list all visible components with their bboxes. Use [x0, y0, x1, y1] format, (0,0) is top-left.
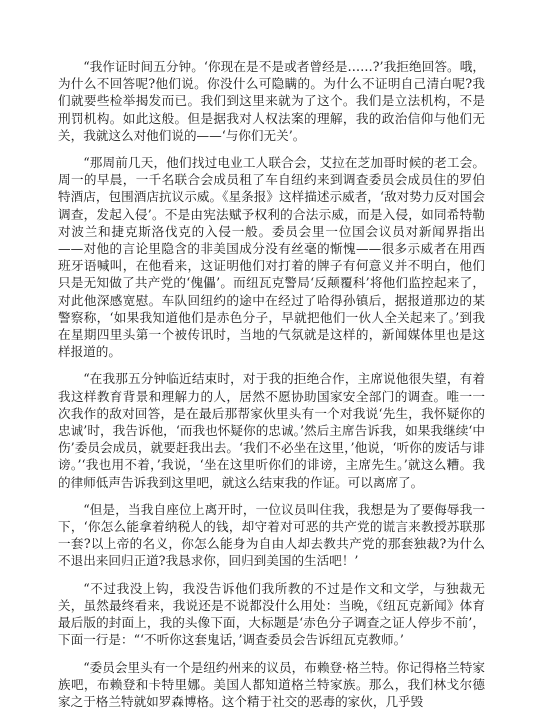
paragraph: “但是，当我自座位上离开时，一位议员叫住我，我想是为了要侮辱我一下，‘你怎么能拿着纳税人的钱，却守着对可恶的共产党的谎言来教授苏联那一套?以上帝的名义，你怎么能身为自由人却去教共产党的那套独裁?为什么不退出来回归正道?我恳求你，回归到美国的生活吧！’: [58, 501, 485, 570]
paragraph: “在我那五分钟临近结束时，对于我的拒绝合作，主席说他很失望，有着我这样教育背景和理解力的人，居然不愿协助国家安全部门的调查。唯一一次我作的敌对回答，是在最后那帮家伙里头有一个对我说‘先生，我怀疑你的忠诚’时，我告诉他，‘而我也怀疑你的忠诚。’然后主席告诉我，如果我继续‘中伤’委员会成员，就要赶我出去。‘我们不必坐在这里，’他说，‘听你的废话与诽谤。’‘我也用不着，’我说，‘坐在这里听你们的诽谤，主席先生。’就这么糟。我的律师低声告诉我到这里吧，就这么结束我的作证。可以离席了。: [58, 370, 485, 490]
paragraph: “那周前几天，他们找过电业工人联合会，艾拉在芝加哥时候的老工会。周一的早晨，一千名联合会成员租了车自纽约来到调查委员会成员住的罗伯特酒店，包围酒店抗议示威。《星条报》这样描述示威者，‘敌对势力反对国会调查，发起入侵’。不是由宪法赋予权利的合法示威，而是入侵，如同希特勒对波兰和捷克斯洛伐克的入侵一般。委员会里一位国会议员对新闻界指出——对他的言论里隐含的非美国成分没有丝毫的惭愧——很多示威者在用西班牙语喊叫，在他看来，这证明他们对打着的牌子有何意义并不明白，他们只是无知做了共产党的‘傀儡’。而纽瓦克警局‘反颠覆科’将他们监控起来了，对此他深感宽慰。车队回纽约的途中在经过了哈得孙镇后，据报道那边的某警察称，‘如果我知道他们是赤色分子，早就把他们一伙人全关起来了。’到我在星期四里头第一个被传讯时，当地的气氛就是这样的，新闻媒体里也是这样报道的。: [58, 154, 485, 360]
paragraph: “我作证时间五分钟。‘你现在是不是或者曾经是……?’我拒绝回答。哦，为什么不回答呢?他们说。你没什么可隐瞒的。为什么不证明自己清白呢?我们就要些检举揭发而已。我们到这里来就为了这个。我们是立法机构，不是刑罚机构。如此这般。但是据我对人权法案的理解，我的政治信仰与他们无关，我就这么对他们说的——‘与你们无关’。: [58, 58, 485, 144]
paragraph: “不过我没上钩，我没告诉他们我所教的不过是作文和文学，与独裁无关，虽然最终看来，我说还是不说都没什么用处：当晚，《纽瓦克新闻》体育最后版的封面上，我的头像下面，大标题是‘赤色分子调查之证人停步不前’，下面一行是：“‘不听你这套鬼话，’调查委员会告诉纽瓦克教师。’: [58, 580, 485, 649]
paragraph: “委员会里头有一个是纽约州来的议员，布赖登·格兰特。你记得格兰特家族吧，布赖登和卡特里娜。美国人都知道格兰特家族。那么，我们林戈尔德家之于格兰特就如罗森博格。这个精于社交的恶毒的家伙，几乎毁: [58, 659, 485, 710]
